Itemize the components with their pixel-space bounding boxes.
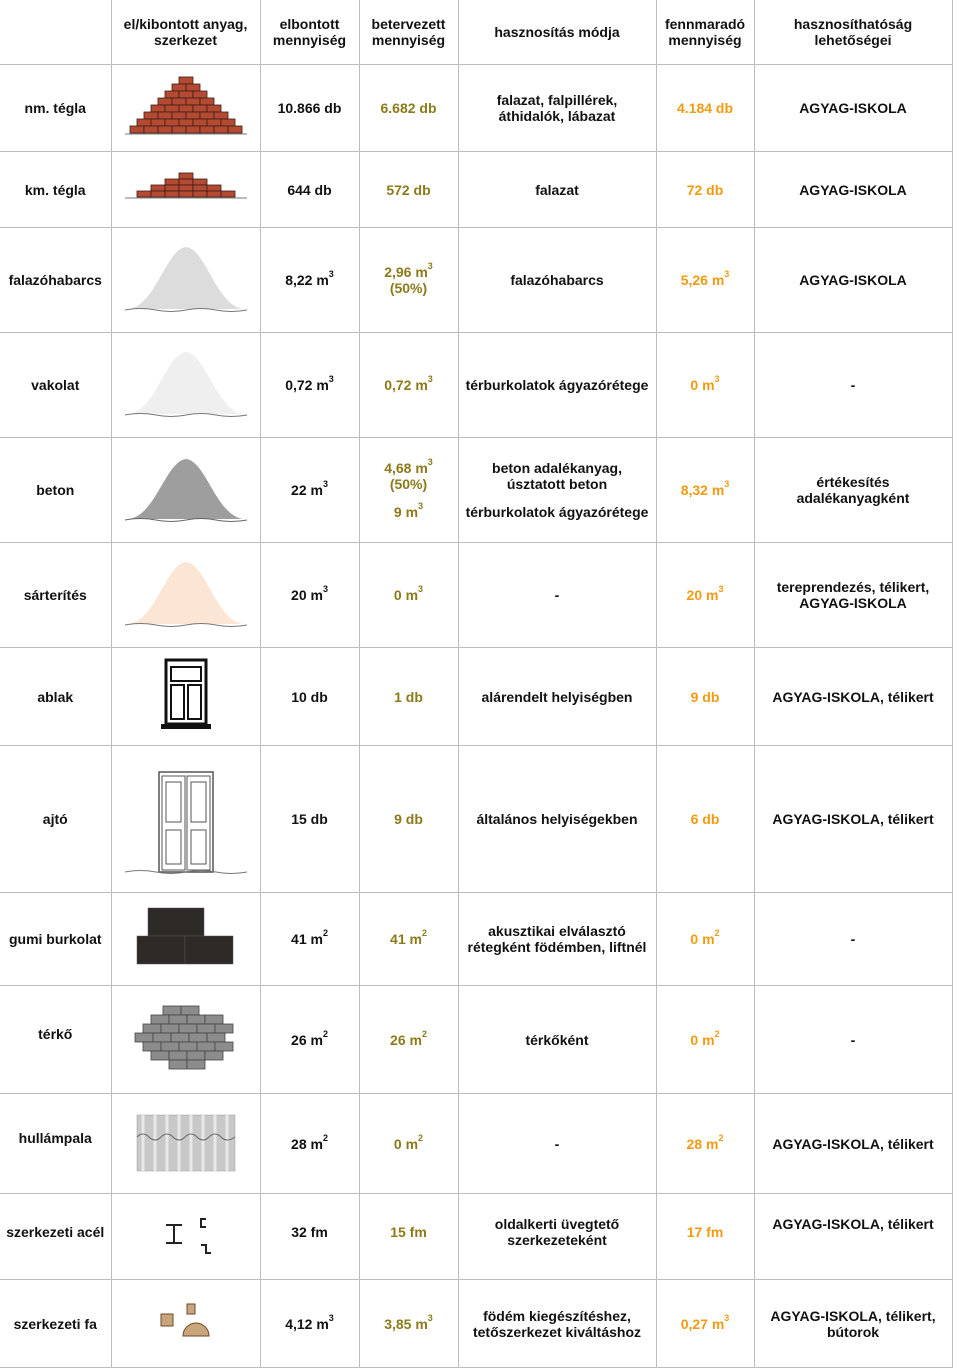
window-icon (121, 655, 251, 735)
row-dismantled (260, 1094, 359, 1194)
row-dismantled (260, 228, 359, 333)
row-name: szerkezeti fa (0, 1280, 111, 1368)
row-name: vakolat (0, 333, 111, 438)
unit-exponent: 3 (718, 584, 724, 595)
row-remaining: 17 fm (656, 1194, 754, 1280)
brick-pile-small-icon (121, 158, 251, 218)
row-possibilities: AGYAG-ISKOLA, télikert (754, 1094, 952, 1194)
row-name: nm. tégla (0, 65, 111, 152)
row-planned (359, 986, 458, 1094)
rubber-tiles-icon (121, 903, 251, 973)
row-name: falazóhabarcs (0, 228, 111, 333)
value-text: 26 m (390, 1031, 422, 1048)
row-name: beton (0, 438, 111, 543)
value-text: 0 m (690, 931, 715, 947)
row-remaining (656, 228, 754, 333)
table-row (0, 543, 952, 648)
row-use: általános helyiségekben (458, 746, 656, 893)
value-text: 20 m (686, 587, 719, 603)
row-dismantled (260, 893, 359, 986)
unit-exponent: 3 (427, 261, 433, 272)
row-picture (111, 438, 260, 543)
row-planned (359, 1280, 458, 1368)
row-remaining: 72 db (656, 152, 754, 228)
row-remaining (656, 1094, 754, 1194)
row-dismantled (260, 333, 359, 438)
row-remaining (656, 893, 754, 986)
row-dismantled: 10.866 db (260, 65, 359, 152)
unit-exponent: 3 (322, 479, 328, 490)
unit-exponent: 2 (322, 1028, 328, 1039)
header-remaining: fennmaradó mennyiség (656, 0, 754, 65)
use-text: beton adalékanyag, úsztatott beton (492, 460, 622, 492)
header-row (0, 0, 952, 65)
header-planned: betervezett mennyiség (359, 0, 458, 65)
value-text: 0 m (690, 1031, 715, 1048)
row-picture (111, 228, 260, 333)
value-text: 0,72 m (285, 377, 329, 393)
value-text: 22 m (291, 482, 323, 498)
row-remaining: 9 db (656, 648, 754, 746)
unit-exponent: 3 (724, 479, 730, 490)
row-picture (111, 746, 260, 893)
planned-note: (50%) (389, 476, 428, 492)
table-row (0, 152, 952, 228)
header-use: hasznosítás módja (458, 0, 656, 65)
clay-mound-icon (121, 554, 251, 634)
unit-exponent: 2 (714, 928, 720, 939)
row-planned (359, 543, 458, 648)
corrugated-sheet-icon (121, 1107, 251, 1177)
row-use (458, 438, 656, 543)
row-dismantled: 32 fm (260, 1194, 359, 1280)
unit-exponent: 3 (427, 1312, 433, 1323)
row-picture (111, 333, 260, 438)
unit-exponent: 3 (427, 374, 433, 385)
value-text: 20 m (291, 587, 323, 603)
row-possibilities: AGYAG-ISKOLA, télikert, bútorok (754, 1280, 952, 1368)
value-text: 0 m (393, 1135, 419, 1152)
unit-exponent: 3 (418, 501, 424, 512)
planned-note: (50%) (389, 280, 428, 296)
row-use: - (458, 1094, 656, 1194)
value-text: 4,12 m (285, 1315, 329, 1332)
unit-exponent: 3 (714, 374, 720, 385)
row-name: szerkezeti acél (0, 1194, 111, 1280)
unit-exponent: 3 (724, 1312, 730, 1323)
row-remaining: 4.184 db (656, 65, 754, 152)
value-text: 41 m (390, 931, 422, 947)
row-planned: 9 db (359, 746, 458, 893)
header-blank (0, 0, 111, 65)
value-text: 8,22 m (285, 272, 329, 288)
mortar-mound-icon (121, 239, 251, 319)
unit-exponent: 2 (421, 1028, 427, 1039)
row-possibilities: AGYAG-ISKOLA (754, 65, 952, 152)
row-planned (359, 333, 458, 438)
value-text: 0 m (690, 377, 715, 393)
row-name: km. tégla (0, 152, 111, 228)
value-text: 28 m (686, 1135, 719, 1152)
row-possibilities: AGYAG-ISKOLA, télikert (754, 1194, 952, 1280)
paving-stones-icon (121, 998, 251, 1078)
table-row (0, 893, 952, 986)
row-picture (111, 648, 260, 746)
row-remaining (656, 543, 754, 648)
table-row (0, 1094, 952, 1194)
row-possibilities: - (754, 986, 952, 1094)
unit-exponent: 3 (328, 1312, 334, 1323)
value-text-2: 9 m (393, 504, 419, 520)
row-picture (111, 152, 260, 228)
row-remaining (656, 333, 754, 438)
table-row (0, 1194, 952, 1280)
steel-profiles-icon (121, 1205, 251, 1265)
row-picture (111, 986, 260, 1094)
table-row (0, 438, 952, 543)
table-row (0, 746, 952, 893)
row-name: hullámpala (0, 1094, 111, 1194)
row-planned: 6.682 db (359, 65, 458, 152)
row-possibilities: - (754, 333, 952, 438)
row-use: térburkolatok ágyazórétege (458, 333, 656, 438)
row-use: falazat, falpillérek, áthidalók, lábazat (458, 65, 656, 152)
unit-exponent: 2 (418, 1132, 424, 1143)
header-dismantled: elbontott mennyiség (260, 0, 359, 65)
row-use: alárendelt helyiségben (458, 648, 656, 746)
table-row (0, 65, 952, 152)
row-planned: 15 fm (359, 1194, 458, 1280)
timber-pieces-icon (121, 1292, 251, 1352)
row-picture (111, 893, 260, 986)
row-remaining (656, 986, 754, 1094)
row-remaining (656, 1280, 754, 1368)
row-dismantled (260, 1280, 359, 1368)
row-use: oldalkerti üvegtető szerkezeteként (458, 1194, 656, 1280)
unit-exponent: 2 (322, 928, 328, 939)
row-name: sárterítés (0, 543, 111, 648)
row-use: akusztikai elválasztó rétegként födémben, liftnél (458, 893, 656, 986)
concrete-mound-icon (121, 449, 251, 529)
unit-exponent: 3 (328, 269, 334, 280)
unit-exponent: 2 (322, 1132, 328, 1143)
row-planned (359, 228, 458, 333)
row-name: térkő (0, 986, 111, 1094)
table-row (0, 986, 952, 1094)
table-row (0, 228, 952, 333)
unit-exponent: 2 (718, 1132, 724, 1143)
row-use: térkőként (458, 986, 656, 1094)
row-possibilities: AGYAG-ISKOLA, télikert (754, 648, 952, 746)
value-text: 26 m (291, 1031, 323, 1048)
unit-exponent: 3 (328, 374, 334, 385)
use-text-2: térburkolatok ágyazórétege (465, 504, 649, 520)
value-text: 41 m (291, 931, 323, 947)
row-use: - (458, 543, 656, 648)
row-dismantled (260, 438, 359, 543)
unit-exponent: 3 (418, 584, 424, 595)
row-name: ablak (0, 648, 111, 746)
value-text: 5,26 m (680, 272, 725, 288)
door-icon (121, 758, 251, 878)
row-possibilities: értékesítés adalékanyagként (754, 438, 952, 543)
row-picture (111, 543, 260, 648)
plaster-mound-icon (121, 344, 251, 424)
table-row (0, 1280, 952, 1368)
value-text: 4,68 m (384, 460, 428, 476)
row-planned (359, 438, 458, 543)
unit-exponent: 2 (714, 1028, 720, 1039)
row-possibilities: AGYAG-ISKOLA (754, 228, 952, 333)
value-text: 28 m (291, 1135, 323, 1152)
row-picture (111, 1194, 260, 1280)
value-text: 0 m (393, 587, 419, 603)
row-use: falazóhabarcs (458, 228, 656, 333)
row-possibilities: AGYAG-ISKOLA (754, 152, 952, 228)
row-remaining: 6 db (656, 746, 754, 893)
row-planned (359, 1094, 458, 1194)
row-name: gumi burkolat (0, 893, 111, 986)
row-planned: 572 db (359, 152, 458, 228)
row-possibilities: - (754, 893, 952, 986)
value-text: 8,32 m (680, 482, 725, 498)
value-text: 2,96 m (384, 264, 428, 280)
unit-exponent: 3 (322, 584, 328, 595)
row-picture (111, 65, 260, 152)
table-row (0, 333, 952, 438)
row-picture (111, 1094, 260, 1194)
value-text: 3,85 m (384, 1315, 428, 1332)
row-dismantled: 10 db (260, 648, 359, 746)
table-row (0, 648, 952, 746)
row-use: födém kiegészítéshez, tetőszerkezet kiváltáshoz (458, 1280, 656, 1368)
row-planned (359, 893, 458, 986)
row-picture (111, 1280, 260, 1368)
brick-pile-icon (121, 67, 251, 147)
row-use: falazat (458, 152, 656, 228)
header-material: el/kibontott anyag, szerkezet (111, 0, 260, 65)
row-planned: 1 db (359, 648, 458, 746)
row-name: ajtó (0, 746, 111, 893)
row-dismantled: 15 db (260, 746, 359, 893)
row-dismantled: 644 db (260, 152, 359, 228)
value-text: 0,27 m (680, 1315, 725, 1332)
unit-exponent: 3 (724, 269, 730, 280)
row-possibilities: AGYAG-ISKOLA, télikert (754, 746, 952, 893)
row-dismantled (260, 543, 359, 648)
unit-exponent: 3 (427, 457, 433, 468)
value-text: 0,72 m (384, 377, 428, 393)
row-possibilities: tereprendezés, télikert, AGYAG-ISKOLA (754, 543, 952, 648)
row-remaining (656, 438, 754, 543)
row-dismantled (260, 986, 359, 1094)
unit-exponent: 2 (421, 928, 427, 939)
header-possibilities: hasznosíthatóság lehetőségei (754, 0, 952, 65)
